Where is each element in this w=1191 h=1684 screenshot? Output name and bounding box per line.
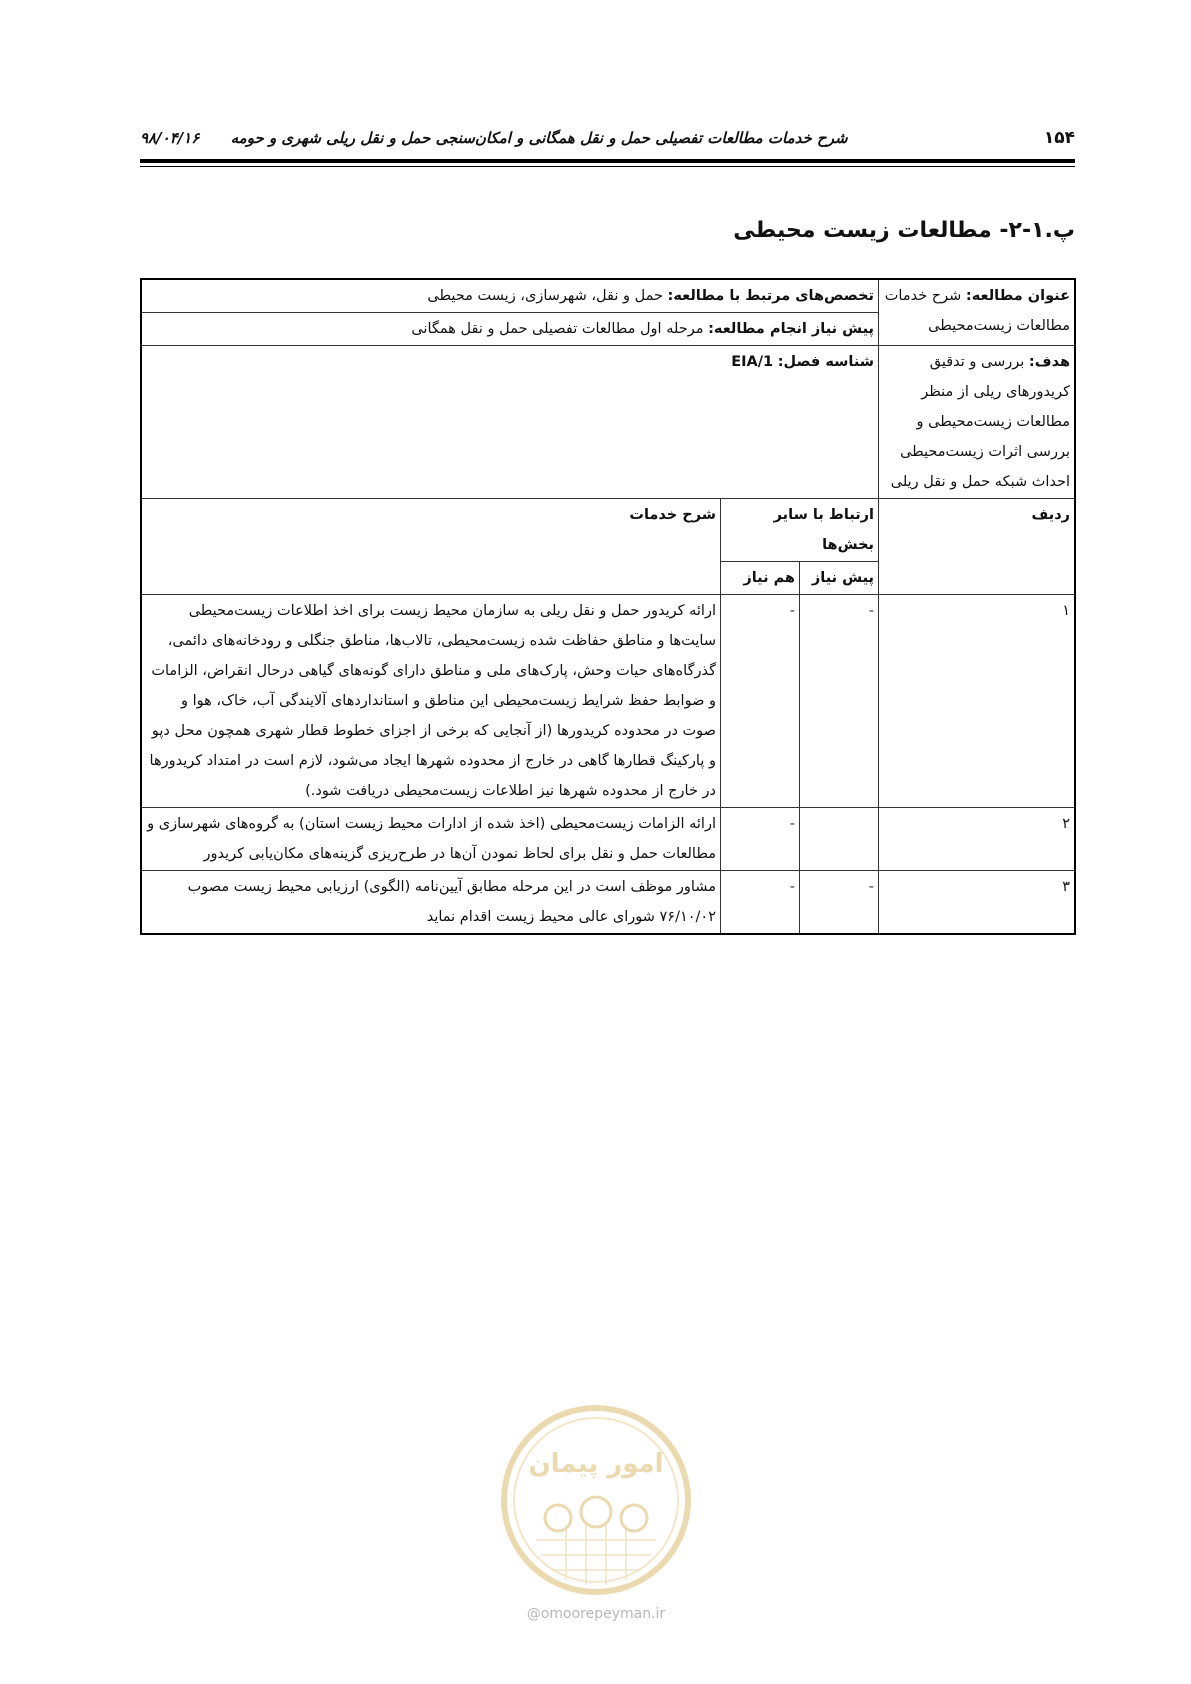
specialties-value: حمل و نقل، شهرسازی، زیست محیطی — [427, 288, 663, 304]
table-row — [141, 595, 1075, 808]
goal-cell — [879, 346, 1076, 499]
col-description-header: شرح خدمات — [141, 499, 721, 595]
running-header — [140, 128, 1075, 150]
watermark-logo — [496, 1400, 696, 1600]
section-title: پ.۱-۲- مطالعات زیست محیطی — [733, 218, 1075, 243]
table-row — [141, 808, 1075, 871]
header-title: شرح خدمات مطالعات تفصیلی حمل و نقل همگانی و امکان‌سنجی حمل و نقل ریلی شهری و حومه — [230, 129, 848, 147]
prereq-value: مرحله اول مطالعات تفصیلی حمل و نقل همگانی — [411, 321, 704, 337]
row-corequisite: - — [721, 595, 800, 808]
watermark-inner-ring — [514, 1418, 678, 1582]
gear-icon — [581, 1497, 611, 1527]
header-rule-thin — [140, 166, 1075, 167]
col-prerequisite-header: پیش نیاز — [800, 562, 879, 595]
info-row-1 — [141, 279, 1075, 313]
col-relation-header: ارتباط با سایر بخش‌ها — [721, 499, 879, 562]
row-number: ۳ — [879, 871, 1076, 935]
study-title-cell — [879, 279, 1076, 346]
goal-label: هدف: — [1028, 354, 1070, 370]
info-row-3 — [141, 346, 1075, 499]
row-prerequisite: - — [800, 595, 879, 808]
row-description: ارائه کریدور حمل و نقل ریلی به سازمان محیط زیست برای اخذ اطلاعات زیست‌محیطی سایت‌ها و مناطق حفاظت شده زیست‌محیطی، تالاب‌ها، مناطق جنگلی و رودخانه‌های دائمی، گذرگاه‌های حیات وحش، پارک‌های ملی و مناطق دارای گونه‌های گیاهی درحال انقراض، الزامات و ضوابط حفظ شرایط زیست‌محیطی این مناطق و استانداردهای آلایندگی آب، خاک، هوا و صوت در محدوده کریدورها (از آنجایی که برخی از اجزای خطوط قطار شهری همچون محل دپو و پارکینگ قطارها گاهی در خارج از محدوده شهرها ایجاد می‌شود، لازم است در امتداد کریدورها در خارج از محدوده شهرها نیز اطلاعات زیست‌محیطی دریافت شود.) — [141, 595, 721, 808]
col-row-header: ردیف — [879, 499, 1076, 595]
row-description: ارائه الزامات زیست‌محیطی (اخذ شده از ادارات محیط زیست استان) به گروه‌های شهرسازی و مطالعات حمل و نقل برای لحاظ نمودن آن‌ها در طرح‌ریزی گزینه‌های مکان‌یابی کریدور — [141, 808, 721, 871]
header-title-line — [140, 129, 848, 147]
row-corequisite: - — [721, 808, 800, 871]
page-number: ۱۵۴ — [1043, 128, 1075, 148]
specialties-label: تخصص‌های مرتبط با مطالعه: — [667, 288, 874, 304]
row-description: مشاور موظف است در این مرحله مطابق آیین‌نامه (الگوی) ارزیابی محیط زیست مصوب ۷۶/۱۰/۰۲ شورای عالی محیط زیست اقدام نماید — [141, 871, 721, 935]
prereq-cell — [141, 313, 879, 346]
watermark-grid — [536, 1525, 656, 1585]
study-title-value: شرح خدمات مطالعات زیست‌محیطی — [884, 288, 1070, 334]
table-row — [141, 871, 1075, 935]
col-corequisite-header: هم نیاز — [721, 562, 800, 595]
header-rule-thick — [140, 159, 1075, 163]
header-date: ۹۸/۰۴/۱۶ — [140, 129, 200, 147]
services-header-row-1 — [141, 499, 1075, 562]
watermark-site: @omoorepeyman.ir — [526, 1606, 666, 1622]
row-corequisite: - — [721, 871, 800, 935]
study-title-label: عنوان مطالعه: — [965, 288, 1070, 304]
goal-value: بررسی و تدقیق کریدورهای ریلی از منظر مطالعات زیست‌محیطی و بررسی اثرات زیست‌محیطی احداث شبکه حمل و نقل ریلی — [890, 354, 1070, 490]
row-number: ۲ — [879, 808, 1076, 871]
chapter-id-value: EIA/1 — [731, 354, 774, 370]
specialties-cell — [141, 279, 879, 313]
row-prerequisite: - — [800, 871, 879, 935]
row-number: ۱ — [879, 595, 1076, 808]
watermark-ring — [504, 1408, 688, 1592]
chapter-id-cell — [141, 346, 879, 499]
gear-icon — [621, 1505, 647, 1531]
gear-icon — [545, 1505, 571, 1531]
row-prerequisite — [800, 808, 879, 871]
prereq-label: پیش نیاز انجام مطالعه: — [708, 321, 874, 337]
chapter-id-label: شناسه فصل: — [777, 354, 874, 370]
watermark-logo-text: امور پیمان — [528, 1449, 664, 1479]
study-table — [140, 278, 1076, 935]
